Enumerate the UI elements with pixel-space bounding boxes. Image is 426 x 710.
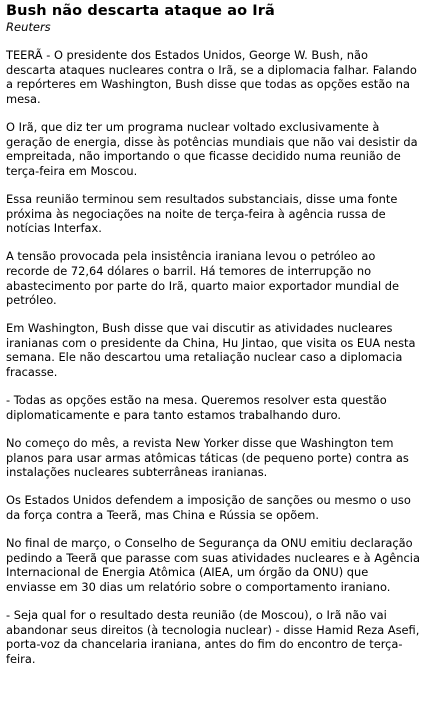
article-paragraph: A tensão provocada pela insistência iraniana levou o petróleo ao recorde de 72,64 dólares o barril. Há temores de interrupção no abastecimento por parte do Irã, quarto maior exportador mundial de petróleo. <box>6 249 399 308</box>
article-headline: Bush não descarta ataque ao Irã <box>6 3 275 19</box>
article-paragraph: Essa reunião terminou sem resultados substanciais, disse uma fonte próxima às negociações na noite de terça-feira à agência russa de notícias Interfax. <box>6 191 398 236</box>
article-paragraph: O Irã, que diz ter um programa nuclear voltado exclusivamente à geração de energia, disse às potências mundiais que não vai desistir da empreitada, não importando o que ficasse decidido numa reunião de terça-feira em Moscou. <box>6 119 418 178</box>
article-paragraph: No final de março, o Conselho de Segurança da ONU emitiu declaração pedindo a Teerã que parasse com suas atividades nucleares e à Agência Internacional de Energia Atômica (AIEA, um órgão da ONU) que enviasse em 30 dias um relatório sobre o comportamento iraniano. <box>6 536 420 594</box>
article-paragraph: Em Washington, Bush disse que vai discutir as atividades nucleares iranianas com o presidente da China, Hu Jintao, que visita os EUA nesta semana. Ele não descartou uma retaliação nuclear caso a diplomacia fracasse. <box>6 321 416 380</box>
article-paragraph: - Todas as opções estão na mesa. Queremos resolver esta questão diplomaticamente e para tanto estamos trabalhando duro. <box>6 393 387 422</box>
article-source: Reuters <box>6 20 51 34</box>
article-paragraph: - Seja qual for o resultado desta reunião (de Moscou), o Irã não vai abandonar seus direitos (à tecnologia nuclear) - disse Hamid Reza Asefi, porta-voz da chancelaria iraniana, antes do fim do encontro de terça-feira. <box>6 608 420 666</box>
article-paragraph: TEERÃ - O presidente dos Estados Unidos, George W. Bush, não descarta ataques nucleares contra o Irã, se a diplomacia falhar. Falando a repórteres em Washington, Bush disse que todas as opções estão na mesa. <box>6 48 417 106</box>
news-article <box>6 0 420 680</box>
article-paragraph: No começo do mês, a revista New Yorker disse que Washington tem planos para usar armas atômicas táticas (de pequeno porte) contra as instalações nucleares subterrâneas iranianas. <box>6 436 409 480</box>
article-paragraph: Os Estados Unidos defendem a imposição de sanções ou mesmo o uso da força contra a Teerã, mas China e Rússia se opõem. <box>6 493 411 522</box>
